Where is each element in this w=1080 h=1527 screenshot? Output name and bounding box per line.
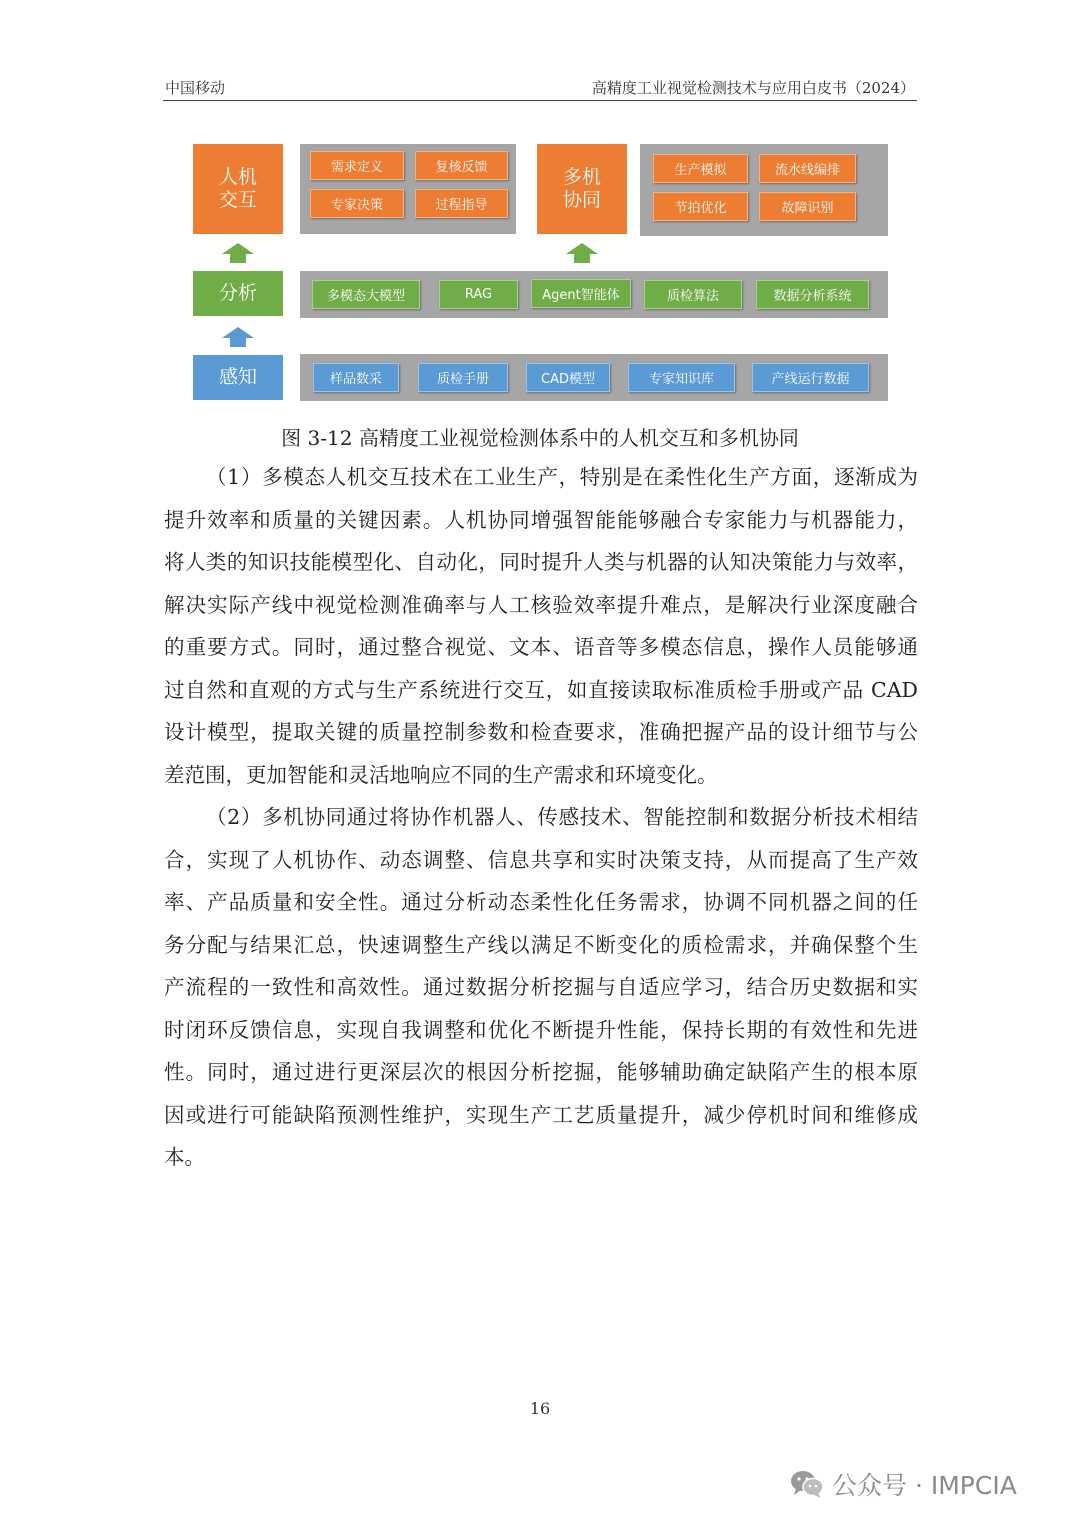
- paragraph2-line: （2）多机协同通过将协作机器人、传感技术、智能控制和数据分析技术相结: [206, 805, 918, 829]
- arrow-up-icon: [220, 326, 256, 348]
- wechat-icon: [790, 1469, 824, 1499]
- paragraph1-line: 提升效率和质量的关键因素。人机协同增强智能能够融合专家能力与机器能力，: [164, 507, 918, 532]
- chip-data-analysis-system: 数据分析系统: [756, 280, 869, 309]
- figure-caption: 图 3-12 高精度工业视觉检测体系中的人机交互和多机协同: [281, 426, 799, 450]
- chip-qc-manual: 质检手册: [418, 363, 508, 392]
- paragraph1-line: 解决实际产线中视觉检测准确率与人工核验效率提升难点，是解决行业深度融合: [164, 592, 918, 617]
- arrow-up-icon: [564, 242, 600, 264]
- perception-label: 感知: [218, 366, 257, 388]
- page-number: 16: [529, 1399, 551, 1418]
- human-interaction-label-2: 交互: [218, 189, 257, 211]
- header-divider: [163, 100, 917, 101]
- chip-fault-identification: 故障识别: [759, 192, 856, 221]
- perception-box: [193, 355, 283, 400]
- header-right: 高精度工业视觉检测技术与应用白皮书（2024）: [591, 79, 915, 97]
- multi-machine-label-2: 协同: [562, 189, 601, 211]
- paragraph1-line: 过自然和直观的方式与生产系统进行交互，如直接读取标准质检手册或产品 CAD: [164, 677, 918, 702]
- chip-process-guidance: 过程指导: [415, 189, 508, 218]
- chip-line-scheduling: 流水线编排: [759, 154, 856, 183]
- chip-qc-algorithm: 质检算法: [644, 280, 742, 309]
- arrow-up-icon: [220, 242, 256, 264]
- human-interaction-box: [193, 144, 283, 234]
- paragraph1-line: （1）多模态人机交互技术在工业生产，特别是在柔性化生产方面，逐渐成为: [206, 465, 918, 489]
- paragraph1-line: 差范围，更加智能和灵活地响应不同的生产需求和环境变化。: [164, 762, 718, 787]
- paragraph2-line: 性。同时，通过进行更深层次的根因分析挖掘，能够辅助确定缺陷产生的根本原: [164, 1060, 918, 1084]
- chip-review-feedback: 复核反馈: [415, 151, 508, 180]
- chip-sample-collection: 样品数采: [313, 363, 399, 392]
- chip-expert-knowledge-base: 专家知识库: [628, 363, 735, 392]
- paragraph2-line: 率、产品质量和安全性。通过分析动态柔性化任务需求，协调不同机器之间的任: [164, 890, 918, 914]
- chip-takt-optimization: 节拍优化: [653, 192, 748, 221]
- human-interaction-label-1: 人机: [218, 166, 257, 188]
- body-text: [164, 456, 918, 1179]
- analysis-box: [193, 271, 283, 316]
- architecture-diagram: [193, 143, 888, 401]
- chip-production-simulation: 生产模拟: [653, 154, 748, 183]
- paragraph1-line: 设计模型，提取关键的质量控制参数和检查要求，准确把握产品的设计细节与公: [164, 720, 918, 744]
- multi-machine-label-1: 多机: [562, 166, 601, 188]
- paragraph2-line: 合，实现了人机协作、动态调整、信息共享和实时决策支持，从而提高了生产效: [164, 847, 918, 872]
- chip-expert-decision: 专家决策: [310, 189, 404, 218]
- chip-multimodal-llm: 多模态大模型: [312, 280, 420, 309]
- chip-line-operation-data: 产线运行数据: [752, 363, 869, 392]
- paragraph2-line: 时闭环反馈信息，实现自我调整和优化不断提升性能，保持长期的有效性和先进: [164, 1017, 918, 1042]
- chip-rag: RAG: [439, 280, 518, 309]
- header-left: 中国移动: [165, 79, 226, 97]
- paragraph2-line: 因或进行可能缺陷预测性维护，实现生产工艺质量提升，减少停机时间和维修成: [164, 1102, 918, 1127]
- analysis-label: 分析: [218, 282, 257, 304]
- chip-cad-model: CAD模型: [526, 363, 610, 392]
- watermark: [790, 1466, 1017, 1502]
- paragraph1-line: 的重要方式。同时，通过整合视觉、文本、语音等多模态信息，操作人员能够通: [164, 635, 918, 659]
- chip-requirement-definition: 需求定义: [310, 151, 404, 180]
- paragraph2-line: 务分配与结果汇总，快速调整生产线以满足不断变化的质检需求，并确保整个生: [164, 932, 918, 957]
- chip-agent: Agent智能体: [531, 279, 631, 308]
- paragraph1-line: 将人类的知识技能模型化、自动化，同时提升人类与机器的认知决策能力与效率，: [164, 550, 918, 574]
- paragraph2-line: 产流程的一致性和高效性。通过数据分析挖掘与自适应学习，结合历史数据和实: [164, 975, 918, 999]
- multi-machine-box: [537, 144, 627, 234]
- watermark-text: 公众号 · IMPCIA: [832, 1471, 1017, 1500]
- paragraph2-line: 本。: [164, 1145, 205, 1169]
